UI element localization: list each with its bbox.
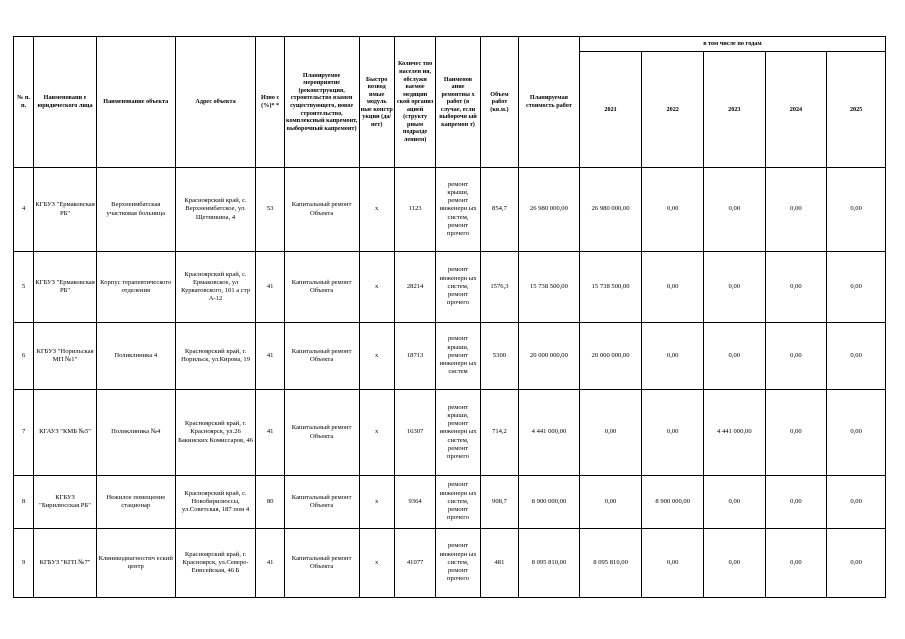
cell-num: 5 <box>14 252 34 323</box>
table-row <box>14 390 886 476</box>
cell-2024: 0,00 <box>765 168 827 252</box>
cell-wear: 41 <box>256 529 284 598</box>
cell-wear: 41 <box>256 323 284 390</box>
cell-modular: х <box>359 529 394 598</box>
cell-2024: 0,00 <box>765 323 827 390</box>
cell-2023: 0,00 <box>704 168 766 252</box>
cell-wear: 41 <box>256 252 284 323</box>
cell-modular: х <box>359 168 394 252</box>
cell-activity: Капитальный ремонт Объекта <box>284 168 359 252</box>
cell-2023: 0,00 <box>704 252 766 323</box>
cell-num: 8 <box>14 476 34 529</box>
cell-2022: 0,00 <box>642 168 704 252</box>
cell-2025: 0,00 <box>827 323 886 390</box>
cell-activity: Капитальный ремонт Объекта <box>284 529 359 598</box>
header-activity: Планируемое мероприятие (реконструкция, строительство взамен существующего, новое строительство, комплексный капремонт, выборочный капремонт) <box>284 37 359 168</box>
cell-population: 9364 <box>394 476 435 529</box>
cell-2024: 0,00 <box>765 529 827 598</box>
cell-works: ремонт инженерн ых систем, ремонт прочего <box>436 252 480 323</box>
cell-object: Корпус терапевтического отделения <box>96 252 175 323</box>
cell-address: Красноярский край, г. Норильск, ул.Кирова, 19 <box>175 323 256 390</box>
cell-volume: 1576,3 <box>480 252 518 323</box>
header-year-2021: 2021 <box>579 52 642 168</box>
cell-2022: 0,00 <box>642 529 704 598</box>
cell-2021: 26 980 000,00 <box>579 168 642 252</box>
cell-volume: 481 <box>480 529 518 598</box>
cell-2021: 20 000 000,00 <box>579 323 642 390</box>
cell-address: Красноярский край, с. Новобирилюссы, ул.Советская, 187 пом 4 <box>175 476 256 529</box>
cell-works: ремонт инженерн ых систем, ремонт прочего <box>436 529 480 598</box>
header-num: № п. п. <box>14 37 34 168</box>
cell-volume: 714,2 <box>480 390 518 476</box>
cell-wear: 53 <box>256 168 284 252</box>
cell-works: ремонт крыши, ремонт инженерн ых систем, ремонт прочего <box>436 390 480 476</box>
cell-2024: 0,00 <box>765 252 827 323</box>
cell-modular: х <box>359 323 394 390</box>
cell-entity: КГАУЗ "КМБ №5" <box>34 390 97 476</box>
cell-num: 4 <box>14 168 34 252</box>
cell-2022: 0,00 <box>642 390 704 476</box>
cell-2022: 0,00 <box>642 323 704 390</box>
cell-volume: 908,7 <box>480 476 518 529</box>
cell-2021: 0,00 <box>579 390 642 476</box>
repair-plan-table <box>13 36 886 598</box>
cell-entity: КГБУЗ "Бирилюсская РБ" <box>34 476 97 529</box>
cell-object: Поликлиника 4 <box>96 323 175 390</box>
header-population: Количес тво населен ия, обслужи ваемое медицин ской организ ацией (структу рным подразде лением) <box>394 37 435 168</box>
header-wear: Изно с (%)* * <box>256 37 284 168</box>
cell-modular: х <box>359 390 394 476</box>
cell-2022: 8 900 000,00 <box>642 476 704 529</box>
cell-2025: 0,00 <box>827 390 886 476</box>
cell-entity: КГБУЗ "Ермаковская РБ" <box>34 168 97 252</box>
cell-address: Красноярский край, с. Ермаковское, ул Курватовского, 101 а стр А-12 <box>175 252 256 323</box>
cell-cost: 8 095 810,00 <box>519 529 580 598</box>
cell-2024: 0,00 <box>765 476 827 529</box>
cell-2025: 0,00 <box>827 529 886 598</box>
cell-volume: 5300 <box>480 323 518 390</box>
cell-2023: 0,00 <box>704 476 766 529</box>
cell-activity: Капитальный ремонт Объекта <box>284 252 359 323</box>
cell-2023: 0,00 <box>704 323 766 390</box>
header-year-2025: 2025 <box>827 52 886 168</box>
header-address: Адрес объекта <box>175 37 256 168</box>
cell-object: Клиникодиагностич еский центр <box>96 529 175 598</box>
cell-population: 16307 <box>394 390 435 476</box>
header-by-years: в том числе по годам <box>579 37 885 52</box>
header-year-2022: 2022 <box>642 52 704 168</box>
cell-address: Красноярский край, с. Верхнеимбатское, ул. Щетинкина, 4 <box>175 168 256 252</box>
cell-entity: КГБУЗ "КГП №7" <box>34 529 97 598</box>
cell-num: 6 <box>14 323 34 390</box>
cell-2021: 15 738 500,00 <box>579 252 642 323</box>
cell-works: ремонт крыши, ремонт инженерн ых систем, ремонт прочего <box>436 168 480 252</box>
cell-works: ремонт крыши, ремонт инженерн ых систем <box>436 323 480 390</box>
header-object: Наименование объекта <box>96 37 175 168</box>
cell-wear: 41 <box>256 390 284 476</box>
cell-2025: 0,00 <box>827 252 886 323</box>
cell-2025: 0,00 <box>827 168 886 252</box>
table-row <box>14 529 886 598</box>
table-row <box>14 252 886 323</box>
header-year-2023: 2023 <box>704 52 766 168</box>
header-row-top <box>14 37 886 52</box>
cell-cost: 4 441 000,00 <box>519 390 580 476</box>
cell-volume: 854,7 <box>480 168 518 252</box>
cell-object: Верхнеимбатская участковая больница <box>96 168 175 252</box>
cell-activity: Капитальный ремонт Объекта <box>284 323 359 390</box>
cell-2025: 0,00 <box>827 476 886 529</box>
cell-num: 9 <box>14 529 34 598</box>
cell-address: Красноярский край, г. Красноярск, ул.26 Бакинских Комиссаров, 46 <box>175 390 256 476</box>
cell-2021: 0,00 <box>579 476 642 529</box>
table-row <box>14 476 886 529</box>
cell-2023: 4 441 000,00 <box>704 390 766 476</box>
cell-population: 18713 <box>394 323 435 390</box>
cell-works: ремонт инженерн ых систем, ремонт прочего <box>436 476 480 529</box>
cell-cost: 8 900 000,00 <box>519 476 580 529</box>
cell-activity: Капитальный ремонт Объекта <box>284 476 359 529</box>
cell-object: Нежилое помещение стационар <box>96 476 175 529</box>
cell-object: Поликлиника №4 <box>96 390 175 476</box>
cell-entity: КГБУЗ "Ермаковская РБ" <box>34 252 97 323</box>
header-volume: Объем работ (кв.м.) <box>480 37 518 168</box>
cell-population: 1123 <box>394 168 435 252</box>
header-modular: Быстро возвод имые модуль ные констр укции (да/нет) <box>359 37 394 168</box>
header-cost: Планируемая стоимость работ <box>519 37 580 168</box>
header-entity: Наименовани е юридического лица <box>34 37 97 168</box>
header-year-2024: 2024 <box>765 52 827 168</box>
table-row <box>14 323 886 390</box>
cell-cost: 26 980 000,00 <box>519 168 580 252</box>
cell-address: Красноярский край, г. Красноярск, ул.Северо-Енисейская, 46 Б <box>175 529 256 598</box>
cell-activity: Капитальный ремонт Объекта <box>284 390 359 476</box>
header-works: Наименов ание ремонтны х работ (в случае, если выборочн ый капремон т) <box>436 37 480 168</box>
cell-cost: 20 000 000,00 <box>519 323 580 390</box>
cell-modular: х <box>359 476 394 529</box>
cell-cost: 15 738 500,00 <box>519 252 580 323</box>
cell-2021: 8 095 810,00 <box>579 529 642 598</box>
cell-2023: 0,00 <box>704 529 766 598</box>
cell-entity: КГБУЗ "Норильская МП №1" <box>34 323 97 390</box>
cell-population: 41077 <box>394 529 435 598</box>
cell-num: 7 <box>14 390 34 476</box>
cell-2022: 0,00 <box>642 252 704 323</box>
cell-population: 28214 <box>394 252 435 323</box>
table-row <box>14 168 886 252</box>
cell-2024: 0,00 <box>765 390 827 476</box>
cell-wear: 80 <box>256 476 284 529</box>
cell-modular: х <box>359 252 394 323</box>
